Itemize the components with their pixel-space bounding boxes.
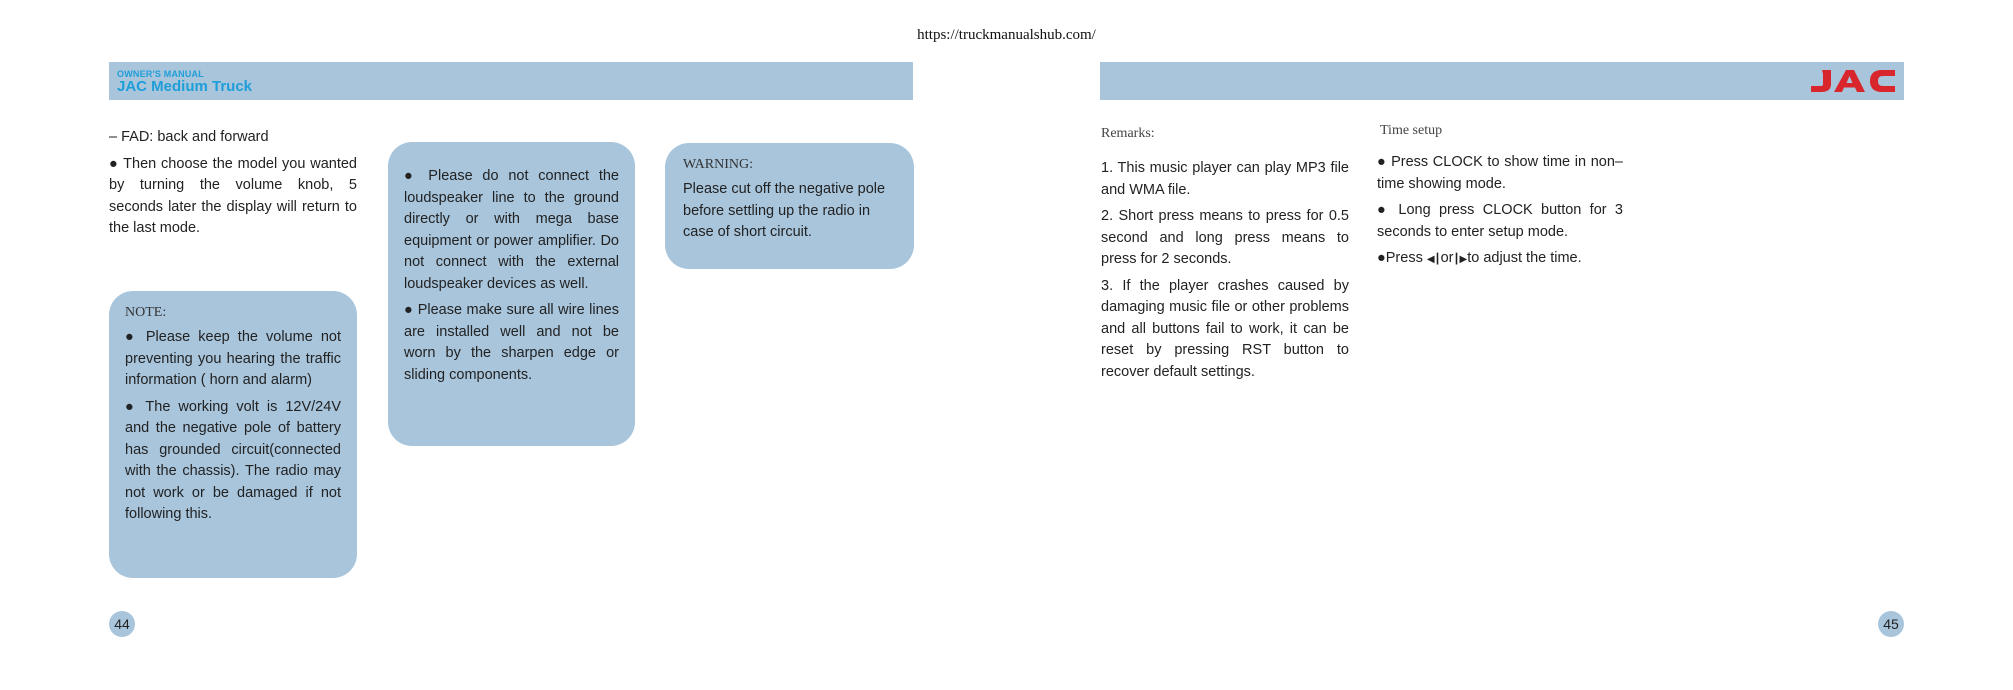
warning-box [665,143,914,269]
adjust-suffix: to adjust the time. [1467,250,1582,266]
caution-item-loudspeaker: ● Please do not connect the loudspeaker line to the ground directly or with mega base equipment or power amplifier. Do not connect with the external loudspeaker devices as well. [404,168,619,292]
remark-item-1: 1. This music player can play MP3 file and WMA file. [1101,160,1349,198]
jac-logo-mark [1808,68,1896,94]
left-column-text [109,127,357,245]
note-title: NOTE: [125,305,167,320]
note-item-volume: ● Please keep the volume not preventing you hearing the traffic information ( horn and alarm) [125,329,341,388]
jac-logo-text-mark [1811,70,1895,92]
jac-logo [1808,68,1896,99]
remarks-title: Remarks: [1101,126,1155,141]
next-track-icon: ┃▶ [1453,254,1468,265]
fad-line: – FAD: back and forward [109,129,269,145]
adjust-or: or [1440,250,1454,266]
time-setup-list [1377,152,1623,276]
source-url[interactable]: https://truckmanualshub.com/ [917,27,1096,43]
page-number-right: 45 [1878,611,1904,637]
time-item-setup: ● Long press CLOCK button for 3 seconds to enter setup mode. [1377,202,1623,240]
note-box [109,291,357,578]
time-item-show: ● Press CLOCK to show time in non–time showing mode. [1377,154,1623,192]
manual-title: JAC Medium Truck [117,78,253,95]
prev-track-icon: ◀┃ [1426,254,1441,265]
caution-item-wires: ● Please make sure all wire lines are installed well and not be worn by the sharpen edge or sliding components. [404,302,619,383]
warning-text: Please cut off the negative pole before settling up the radio in case of short circuit. [683,181,886,240]
left-header-bar [109,62,913,100]
time-item-adjust [1377,248,1623,271]
remarks-list [1101,158,1349,388]
warning-title: WARNING: [683,157,753,172]
manual-subtitle: OWNER'S MANUAL [117,69,204,79]
note-item-volt: ● The working volt is 12V/24V and the negative pole of battery has grounded circuit(connected with the chassis). The radio may not work or be damaged if not following this. [125,398,341,522]
caution-box [388,142,635,446]
right-header-bar [1100,62,1904,100]
page-number-left: 44 [109,611,135,637]
adjust-prefix: ●Press [1377,250,1427,266]
model-paragraph: ● Then choose the model you wanted by turning the volume knob, 5 seconds later the display will return to the last mode. [109,155,357,236]
remark-item-2: 2. Short press means to press for 0.5 second and long press means to press for 2 seconds. [1101,208,1349,267]
time-setup-title: Time setup [1380,123,1443,138]
remark-item-3: 3. If the player crashes caused by damaging music file or other problems and all buttons fail to work, it can be reset by pressing RST button to recover default settings. [1101,277,1349,380]
